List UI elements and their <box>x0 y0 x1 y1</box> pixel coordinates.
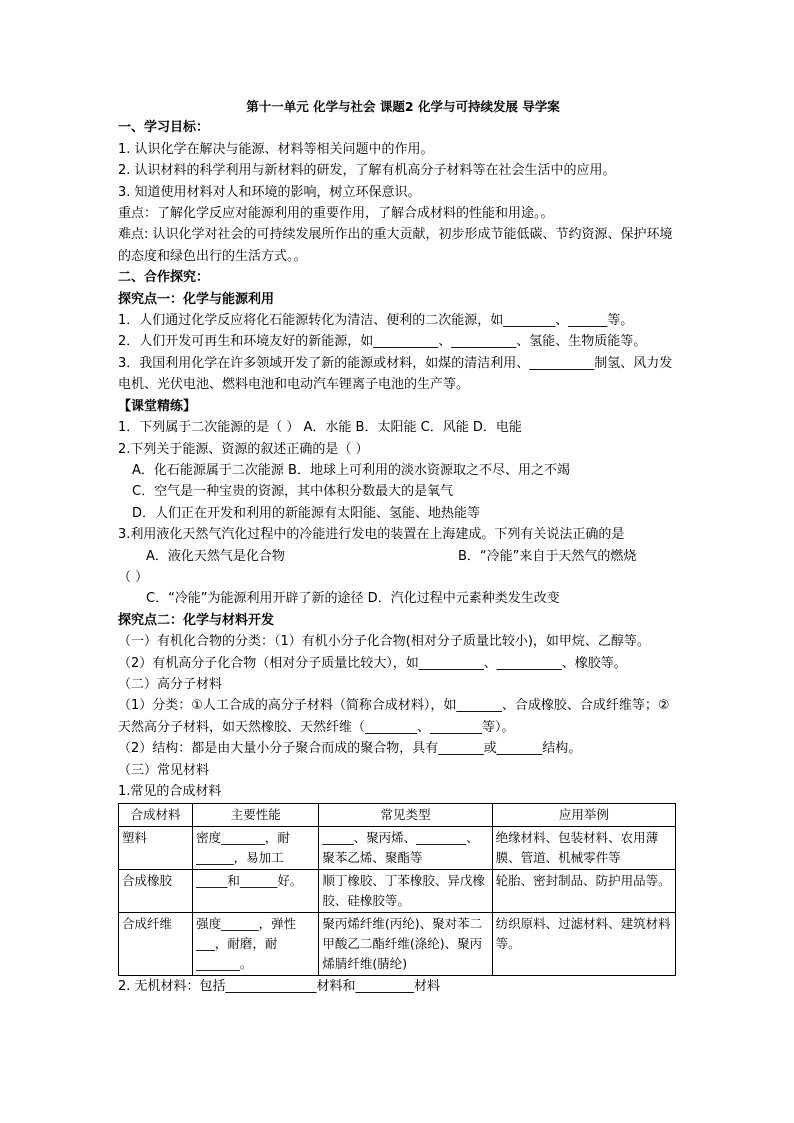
synthetic-materials-table <box>118 803 676 976</box>
question-1: 1．下列属于二次能源的是（ ） A．水能 B．太阳能 C．风能 D．电能 <box>118 420 522 436</box>
table-header: 合成材料 <box>119 804 193 827</box>
table-cell: _____和______好。 <box>193 870 319 913</box>
goal-item: 3. 知道使用材料对人和环境的影响，树立环保意识。 <box>118 184 421 200</box>
synthetic-materials-heading: 1.常见的合成材料 <box>118 784 222 799</box>
question-3-option-a: A．液化天然气是化合物 <box>146 548 285 564</box>
goal-item: 1. 认识化学在解决与能源、材料等相关问题中的作用。 <box>118 141 434 157</box>
table-cell: 纺织原料、过滤材料、建筑材料等。 <box>492 913 675 976</box>
section-goals-heading: 一、学习目标： <box>118 120 210 136</box>
section-explore-heading: 二、合作探究： <box>118 270 210 286</box>
question-2-option: C．空气是一种宝贵的资源，其中体积分数最大的是氧气 <box>132 484 454 500</box>
table-cell: 强度______，弹性___，耐磨，耐_______。 <box>193 913 319 976</box>
goal-item: 2. 认识材料的科学利用与新材料的研发，了解有机高分子材料等在社会生活中的应用。 <box>118 163 616 179</box>
table-row <box>119 870 676 913</box>
worksheet-page <box>118 96 678 998</box>
table-header: 应用举例 <box>492 804 675 827</box>
polymer-structure: （2）结构：都是由大量小分子聚合而成的聚合物，具有_______或_______结构。 <box>118 741 582 757</box>
table-header: 常见类型 <box>319 804 492 827</box>
table-cell: 密度_______，耐______，易加工 <box>193 827 319 870</box>
question-3-options-cd: C．“冷能”为能源利用开辟了新的途径 D．汽化过程中元素种类发生改变 <box>146 591 560 607</box>
key-point: 重点：了解化学反应对能源利用的重要作用，了解合成材料的性能和用途。。 <box>118 206 554 222</box>
table-cell: _____、聚丙烯、________、聚苯乙烯、聚酯等 <box>319 827 492 870</box>
table-header: 主要性能 <box>193 804 319 827</box>
polymer-classification: （1）分类：①人工合成的高分子材料（简称合成材料），如_______、合成橡胶、合成纤维等；②天然高分子材料，如天然橡胶、天然纤维（________、________等）。 <box>118 698 670 735</box>
table-cell: 合成橡胶 <box>119 870 193 913</box>
difficulty: 难点: 认识化学对社会的可持续发展所作出的重大贡献，初步形成节能低碳、节约资源、保护环境的态度和绿色出行的生活方式。。 <box>118 227 673 264</box>
explore-point-1-title: 探究点一：化学与能源利用 <box>118 291 275 307</box>
table-row <box>119 913 676 976</box>
table-cell: 轮胎、密封制品、防护用品等。 <box>492 870 675 913</box>
question-3: 3.利用液化天然气汽化过程中的冷能进行发电的装置在上海建成。下列有关说法正确的是 <box>118 527 625 543</box>
explore-point-2-title: 探究点二：化学与材料开发 <box>118 612 275 628</box>
table-row <box>119 827 676 870</box>
page-title: 第十一单元 化学与社会 课题2 化学与可持续发展 导学案 <box>246 99 560 114</box>
question-3-paren: （ ） <box>118 569 149 585</box>
question-2: 2.下列关于能源、资源的叙述正确的是（ ） <box>118 441 369 457</box>
explore-1-item: 2．人们开发可再生和环境友好的新能源，如__________、__________、氢能、生物质能等。 <box>118 334 647 350</box>
common-materials-heading: （三）常见材料 <box>118 762 210 778</box>
explore-1-item: 1．人们通过化学反应将化石能源转化为清洁、便利的二次能源，如________、______等。 <box>118 313 634 329</box>
table-header-row <box>119 804 676 827</box>
table-cell: 塑料 <box>119 827 193 870</box>
question-2-option: A．化石能源属于二次能源 B．地球上可利用的淡水资源取之不尽、用之不竭 <box>132 462 570 478</box>
polymer-heading: （二）高分子材料 <box>118 676 223 692</box>
table-cell: 合成纤维 <box>119 913 193 976</box>
organic-classification: （一）有机化合物的分类：（1）有机小分子化合物(相对分子质量比较小)，如甲烷、乙醇等。 <box>118 634 650 650</box>
question-3-option-b: B．“冷能”来自于天然气的燃烧 <box>458 548 637 564</box>
table-cell: 聚丙烯纤维(丙纶)、聚对苯二甲酸乙二酯纤维(涤纶)、聚丙烯腈纤维(腈纶) <box>319 913 492 976</box>
explore-1-item: 3．我国利用化学在许多领域开发了新的能源或材料，如煤的清洁利用、__________制氢、风力发电机、光伏电池、燃料电池和电动汽车锂离子电池的生产等。 <box>118 355 673 393</box>
question-3-options-ab <box>118 546 678 567</box>
organic-macromolecule: （2）有机高分子化合物（相对分子质量比较大），如__________、__________、橡胶等。 <box>118 655 627 671</box>
practice-heading: 【课堂精练】 <box>118 398 197 414</box>
table-cell: 绝缘材料、包装材料、农用薄膜、管道、机械零件等 <box>492 827 675 870</box>
question-2-option: D．人们正在开发和利用的新能源有太阳能、氢能、地热能等 <box>132 505 481 521</box>
inorganic-materials: 2. 无机材料：包括______________材料和_________材料 <box>118 979 441 995</box>
table-cell: 顺丁橡胶、丁苯橡胶、异戊橡胶、硅橡胶等。 <box>319 870 492 913</box>
